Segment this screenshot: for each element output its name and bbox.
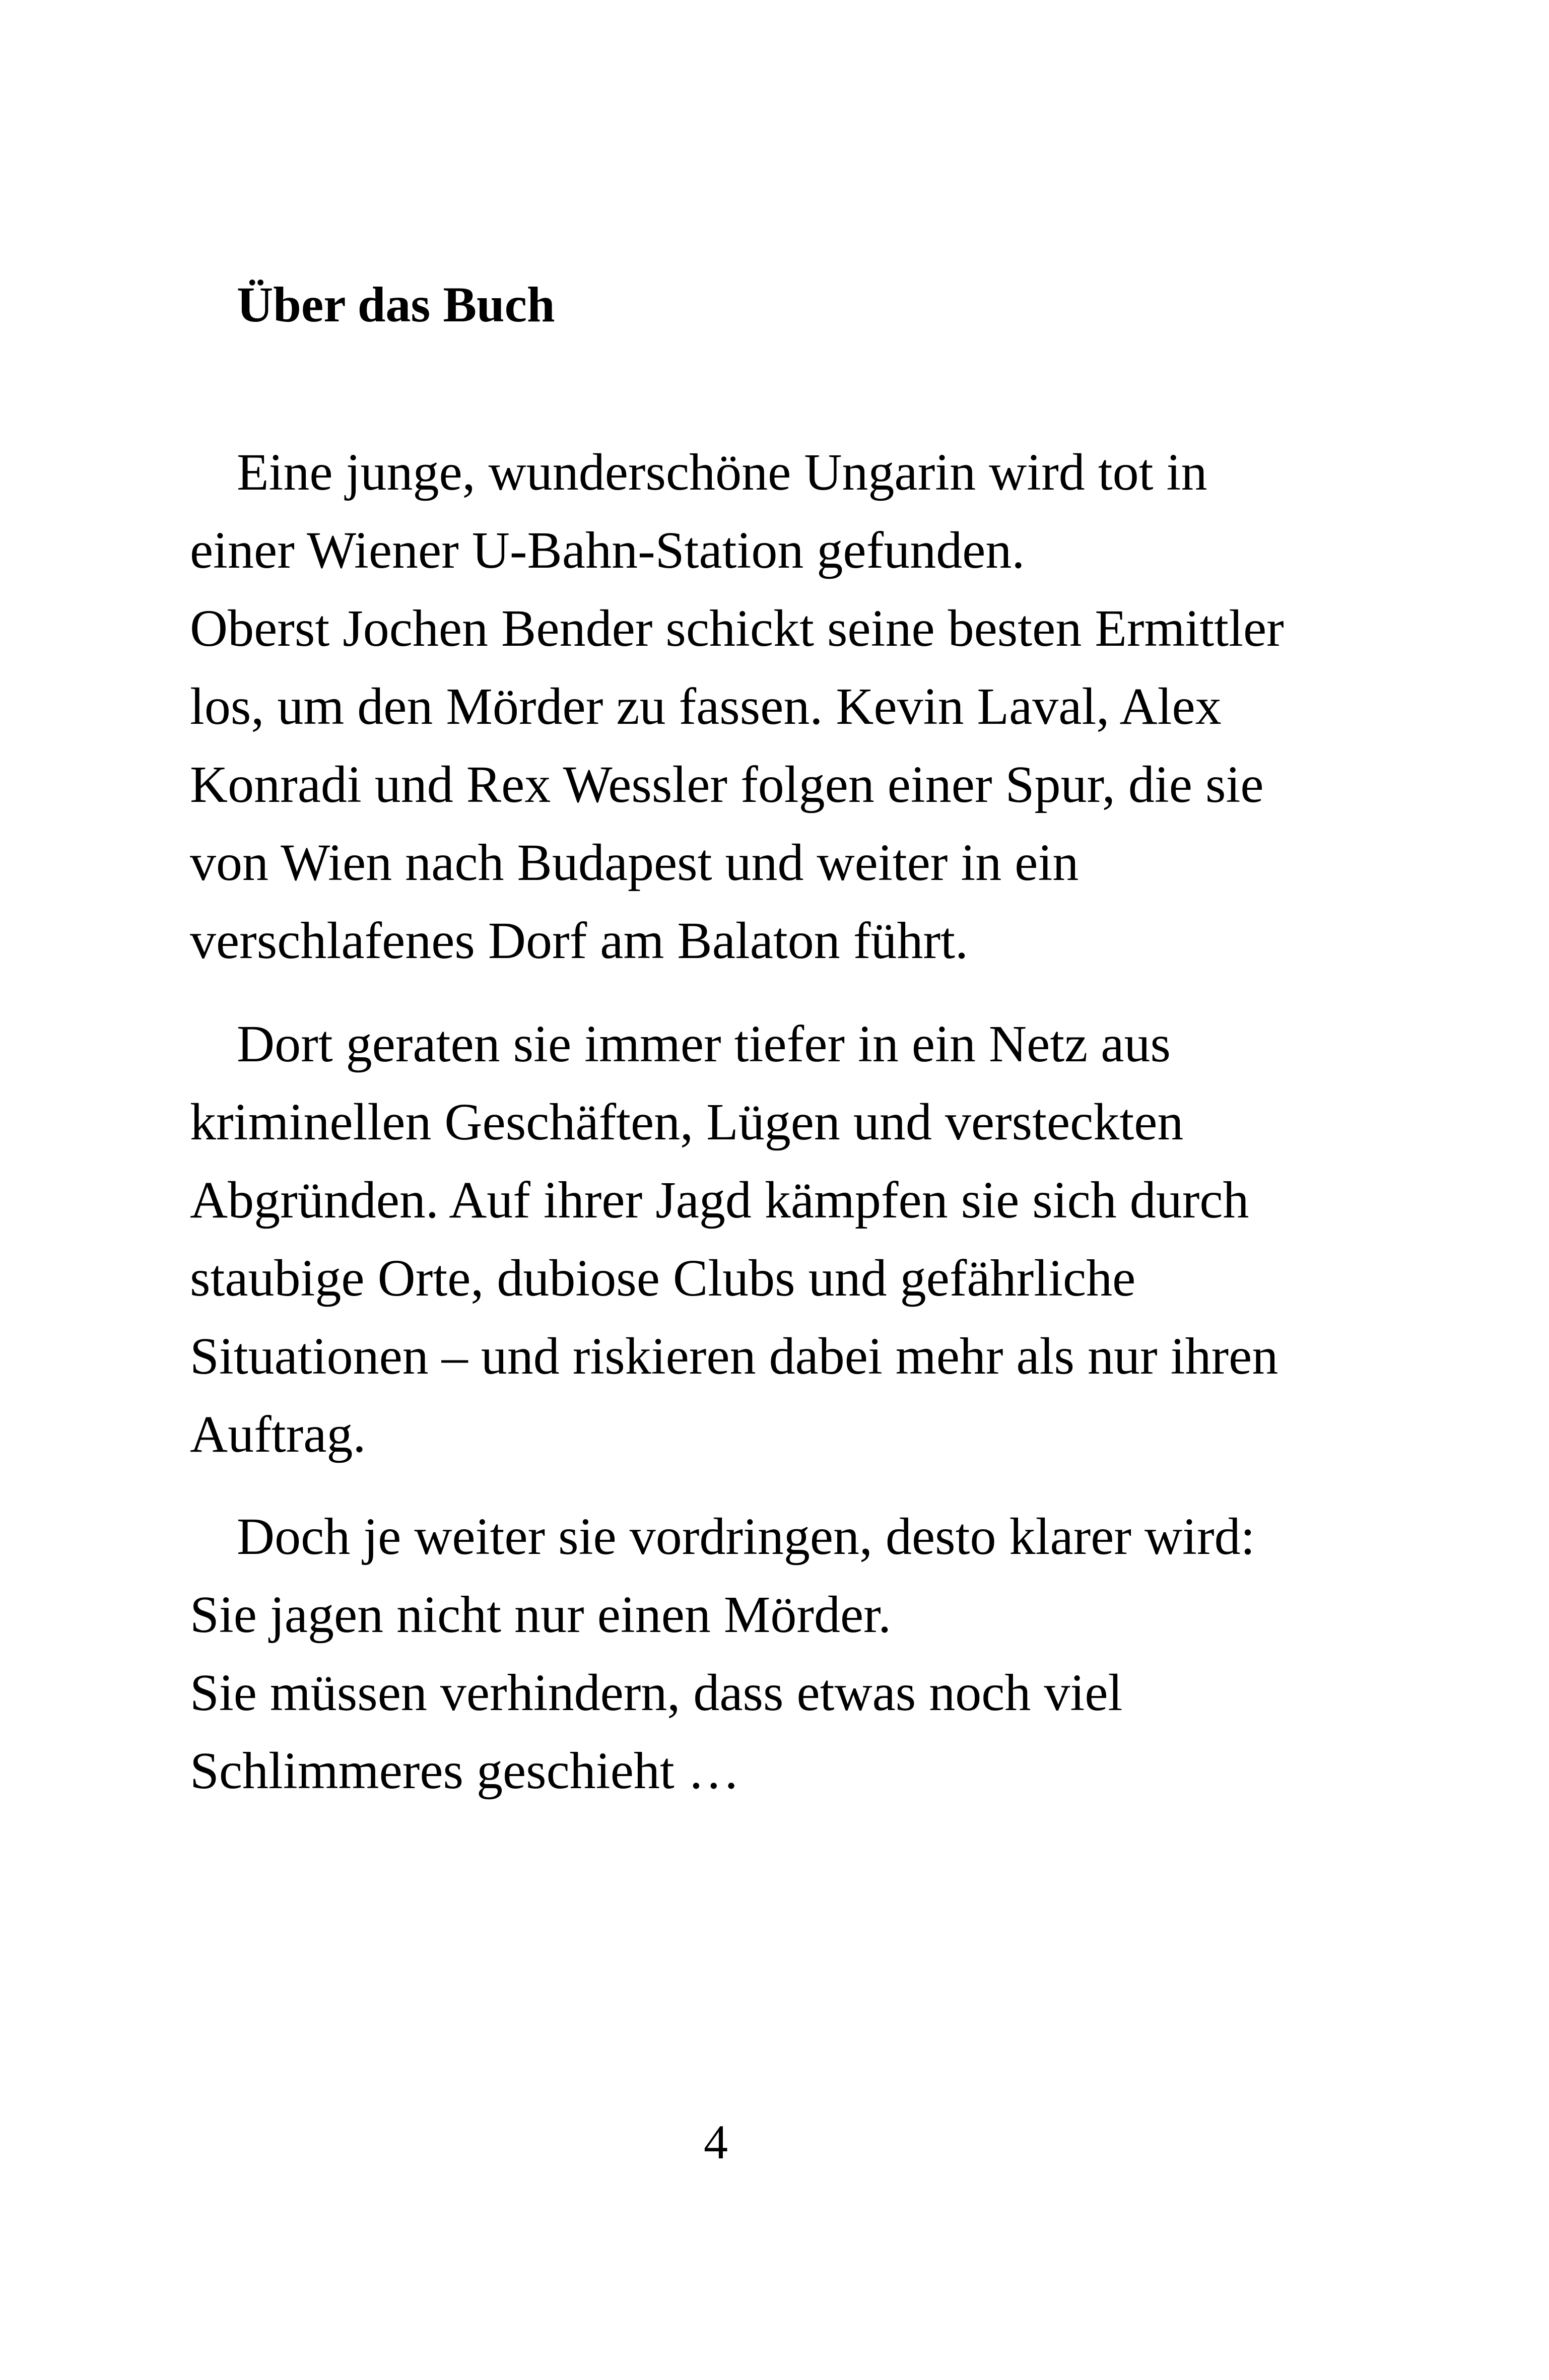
text-line: Dort geraten sie immer tiefer in ein Netz aus: [237, 1015, 1171, 1073]
text-line: staubige Orte, dubiose Clubs und gefährliche: [190, 1249, 1136, 1307]
text-line: Eine junge, wunderschöne Ungarin wird tot in: [237, 443, 1207, 501]
text-line: Auftrag.: [190, 1405, 366, 1463]
text-line: Sie müssen verhindern, dass etwas noch viel: [190, 1664, 1123, 1722]
page-number: 4: [704, 2115, 728, 2169]
text-line: verschlafenes Dorf am Balaton führt.: [190, 912, 968, 970]
text-line: los, um den Mörder zu fassen. Kevin Laval, Alex: [190, 677, 1222, 735]
text-line: Schlimmeres geschieht …: [190, 1742, 740, 1800]
text-line: Abgründen. Auf ihrer Jagd kämpfen sie sich durch: [190, 1171, 1249, 1229]
section-heading: Über das Buch: [237, 277, 555, 332]
text-line: einer Wiener U-Bahn-Station gefunden.: [190, 521, 1025, 579]
text-line: kriminellen Geschäften, Lügen und versteckten: [190, 1093, 1184, 1151]
text-line: Doch je weiter sie vordringen, desto klarer wird:: [237, 1508, 1255, 1566]
text-line: von Wien nach Budapest und weiter in ein: [190, 834, 1079, 892]
paragraph-3: [190, 1498, 1349, 1810]
text-line: Situationen – und riskieren dabei mehr als nur ihren: [190, 1327, 1278, 1385]
text-line: Sie jagen nicht nur einen Mörder.: [190, 1586, 892, 1644]
text-line: Konradi und Rex Wessler folgen einer Spur, die sie: [190, 756, 1264, 813]
text-line: Oberst Jochen Bender schickt seine besten Ermittler: [190, 599, 1284, 657]
paragraph-1: [190, 433, 1349, 980]
paragraph-2: [190, 1005, 1349, 1473]
